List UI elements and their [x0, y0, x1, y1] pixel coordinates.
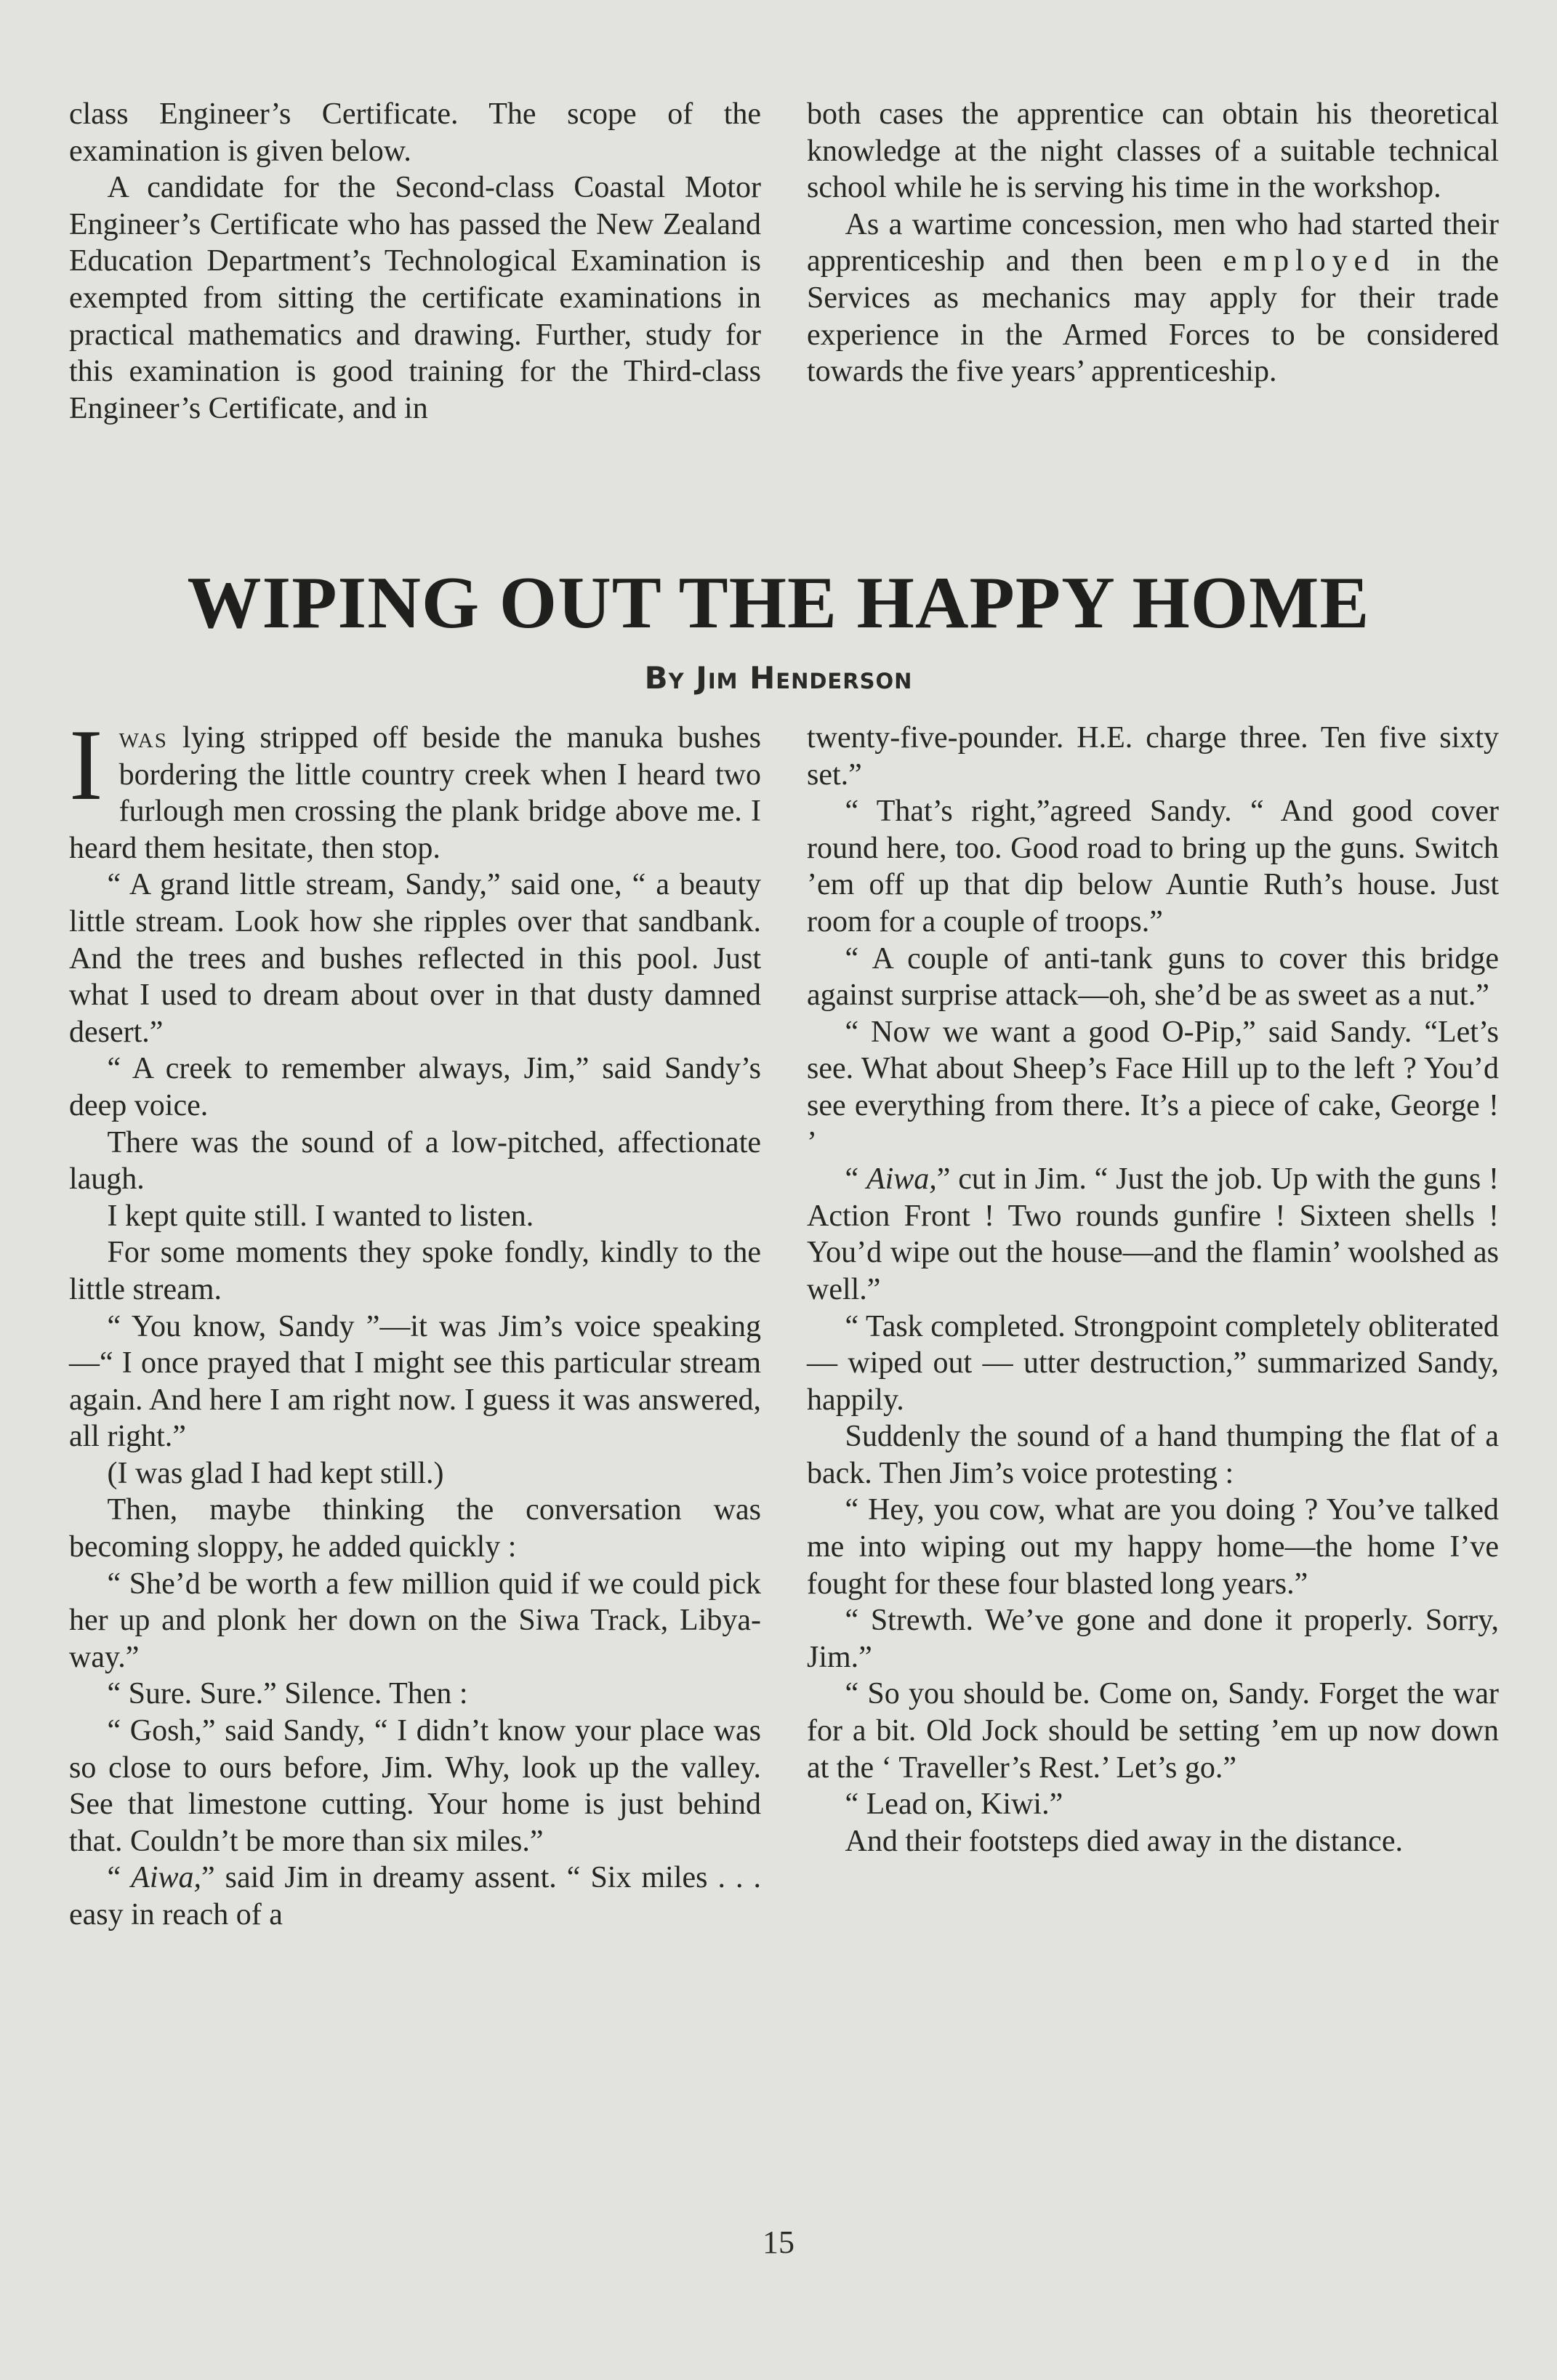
article-left-column	[69, 709, 762, 1934]
text-span: “	[107, 1861, 121, 1895]
continuation-right-column	[807, 96, 1499, 390]
article-title: WIPING OUT THE HAPPY HOME	[187, 562, 1370, 644]
text-span: been	[1144, 244, 1202, 278]
page-number: 15	[763, 2224, 794, 2260]
paragraph: “ A creek to remember always, Jim,” said Sandy’s deep voice.	[69, 1052, 761, 1122]
italic-word: Aiwa,	[866, 1162, 937, 1197]
paragraph: “ Lead on, Kiwi.”	[845, 1788, 1063, 1822]
spaced-word: employed	[1223, 244, 1396, 278]
paragraph: twenty-five-pounder. H.E. charge three. Ten five sixty set.”	[807, 721, 1499, 792]
paragraph	[807, 1161, 1499, 1308]
paragraph: There was the sound of a low-pitched, affectionate laugh.	[69, 1125, 761, 1197]
paragraph: “ A couple of anti-tank guns to cover this bridge against surprise attack—oh, she’d be as sweet as a nut.”	[807, 941, 1499, 1013]
opening-smallcaps: was	[118, 721, 168, 755]
article-byline: By Jim Henderson	[644, 660, 913, 696]
paragraph: For some moments they spoke fondly, kindly to the little stream.	[69, 1236, 761, 1306]
opening-paragraph	[69, 709, 761, 867]
paragraph: both cases the apprentice can obtain his theoretical knowledge at the night classes of a suitable technical school while he is serving his time in the workshop.	[807, 97, 1499, 205]
paragraph: “ Sure. Sure.” Silence. Then :	[107, 1677, 468, 1711]
paragraph: “ You know, Sandy ”—it was Jim’s voice speaking—“ I once prayed that I might see this particular stream again. And here I am right now. I guess it was answered, all right.”	[69, 1309, 761, 1454]
paragraph: “ So you should be. Come on, Sandy. Forget the war for a bit. Old Jock should be setting ’em up now down at the ‘ Traveller’s Rest.’ Let’s go.”	[807, 1677, 1499, 1785]
paragraph: “ She’d be worth a few million quid if we could pick her up and plonk her down on the Siwa Track, Libya-way.”	[69, 1567, 761, 1674]
text-span: As a wartime concession, men who had started their apprenticeship and then	[807, 207, 1499, 278]
paragraph: “ Hey, you cow, what are you doing ? You’ve talked me into wiping out my happy home—the home I’ve fought for these four blasted long years.”	[807, 1493, 1499, 1601]
paragraph: (I was glad I had kept still.)	[107, 1456, 444, 1490]
text-span: in the Services as mechanics may apply for their trade experience in the Armed Forces to be considered towards the five years’ apprenticeship.	[807, 244, 1500, 389]
paragraph: “ Gosh,” said Sandy, “ I didn’t know your place was so close to ours before, Jim. Why, look up the valley. See that limestone cutting. Your home is just behind that. Couldn’t be more than six miles.”	[69, 1714, 761, 1858]
paragraph	[807, 206, 1499, 390]
paragraph: “ A grand little stream, Sandy,” said one, “ a beauty little stream. Look how she ripples over that sandbank. And the trees and bushes reflected in this pool. Just what I used to dream about over in that dusty damned desert.”	[69, 868, 761, 1049]
continuation-left-column	[69, 96, 761, 427]
italic-word: Aiwa,	[131, 1861, 202, 1895]
paragraph: “ Strewth. We’ve gone and done it properly. Sorry, Jim.”	[807, 1604, 1499, 1674]
text-span: ” said Jim in dreamy assent. “ Six miles . . . easy in reach of a	[69, 1861, 762, 1931]
paragraph: A candidate for the Second-class Coastal Motor Engineer’s Certificate who has passed the New Zealand Education Department’s Technological Examination is exempted from sitting the certificate examinations in practical mathematics and drawing. Further, study for this examination is good training for the Third-class Engineer’s Certificate, and in	[69, 171, 761, 425]
text-span: “	[845, 1162, 859, 1197]
text-span: ” cut in Jim. “ Just the job. Up with the guns ! Action Front ! Two rounds gunfire ! Sixteen shells ! You’d wipe out the house—and the flamin’ woolshed as well.”	[807, 1162, 1499, 1306]
paragraph: “ Now we want a good O-Pip,” said Sandy. “Let’s see. What about Sheep’s Face Hill up to the left ? You’d see everything from there. It’s a piece of cake, George ! ’	[807, 1015, 1499, 1159]
paragraph: And their footsteps died away in the distance.	[845, 1824, 1403, 1858]
paragraph: “ Task completed. Strongpoint completely obliterated — wiped out — utter destruction,” summarized Sandy, happily.	[807, 1309, 1499, 1417]
paragraph: I kept quite still. I wanted to listen.	[107, 1199, 534, 1233]
paragraph: Suddenly the sound of a hand thumping the flat of a back. Then Jim’s voice protesting :	[807, 1420, 1499, 1490]
paragraph: Then, maybe thinking the conversation was becoming sloppy, he added quickly :	[69, 1493, 761, 1564]
paragraph: “ That’s right,”agreed Sandy. “ And good cover round here, too. Good road to bring up the guns. Switch ’em off up that dip below Auntie Ruth’s house. Just room for a couple of troops.”	[807, 795, 1499, 938]
paragraph: class Engineer’s Certificate. The scope of the examination is given below.	[69, 97, 761, 168]
paragraph	[69, 1860, 761, 1933]
text-span: lying stripped off beside the manuka bushes bordering the little country creek when I heard two furlough men crossing the plank bridge above me. I heard them hesitate, then stop.	[69, 721, 761, 865]
drop-cap: I	[69, 709, 103, 821]
article-right-column	[807, 720, 1499, 1860]
